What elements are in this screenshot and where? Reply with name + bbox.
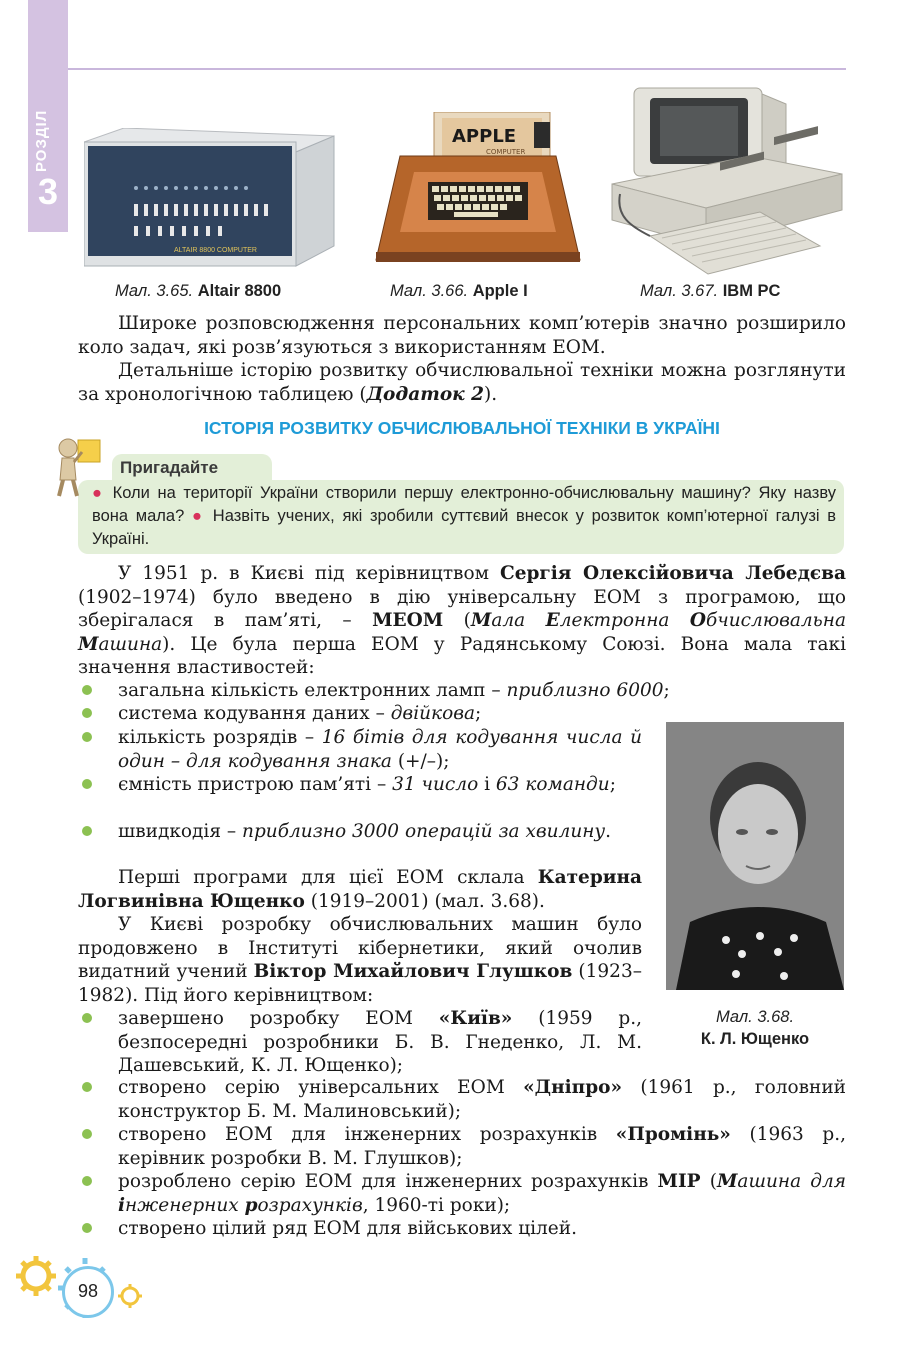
- apple-i-image: [374, 112, 582, 270]
- bullet-icon: [82, 732, 94, 744]
- portrait-image: [666, 722, 844, 990]
- apple-logo-text: APPLE: [452, 126, 517, 147]
- bullet-icon: [82, 826, 94, 838]
- list-item: створено ЕОМ для інженерних розрахунків «Промінь» (1963 р., керівник розробки В. М. Глушков);: [118, 1124, 846, 1169]
- remember-title: Пригадайте: [120, 458, 219, 477]
- glushkov-name: Віктор Михайлович Глушков: [253, 961, 573, 982]
- figure-name: Apple I: [472, 282, 528, 300]
- yushchenko-portrait: [666, 722, 844, 990]
- bullet-icon: [82, 779, 94, 791]
- list-item: завершено розробку ЕОМ «Київ» (1959 р., безпосередні розробники Б. В. Гнеденко, Л. М. Дашевський, К. Л. Ющенко);: [118, 1008, 642, 1076]
- figure-name: IBM PC: [722, 282, 781, 300]
- photo-caption-number: Мал. 3.68.: [715, 1008, 795, 1026]
- list-item: ємність пристрою пам’яті – 31 число і 63 команди;: [118, 774, 616, 795]
- list-item: система кодування даних – двійкова;: [118, 703, 482, 724]
- apple-sub-text: COMPUTER: [486, 148, 526, 156]
- bullet-icon: [82, 685, 94, 697]
- list-item: розроблено серію ЕОМ для інженерних розрахунків МІР (Машина для інженерних розрахунків, 1960-ті роки);: [118, 1171, 846, 1216]
- figure-number: Мал. 3.66.: [390, 282, 469, 300]
- ibm-pc-image: [610, 86, 844, 276]
- chapter-word: РОЗДІЛ: [33, 109, 50, 172]
- bullet-icon: [82, 1082, 94, 1094]
- list-item: загальна кількість електронних ламп – приблизно 6000;: [118, 680, 670, 701]
- bullet-icon: [82, 1176, 94, 1188]
- top-rule: [68, 68, 846, 70]
- page-number: 98: [62, 1266, 114, 1318]
- list-item: швидкодія – приблизно 3000 операцій за хвилину.: [118, 821, 612, 842]
- appendix-reference: Додаток 2: [366, 383, 484, 405]
- photo-caption-name: К. Л. Ющенко: [700, 1030, 810, 1048]
- section-heading: ІСТОРІЯ РОЗВИТКУ ОБЧИСЛЮВАЛЬНОЇ ТЕХНІКИ В УКРАЇНІ: [204, 418, 720, 438]
- bullet-icon: [82, 1013, 94, 1025]
- bullet-icon: [82, 1129, 94, 1141]
- altair-label: ALTAIR 8800 COMPUTER: [174, 247, 257, 254]
- first-programs-paragraph: Перші програми для цієї ЕОМ склала Катерина Логвинівна Ющенко (1919–2001) (мал. 3.68).: [78, 867, 642, 912]
- list-item: кількість розрядів – 16 бітів для кодування числа й один – для кодування знака (+/–);: [118, 727, 642, 772]
- yushchenko-name: Катерина Логвинівна Ющенко: [78, 867, 642, 912]
- figure-number: Мал. 3.67.: [640, 282, 719, 300]
- remember-question-1: Коли на території України створили першу електронно-обчислювальну машину? Яку назву вона мала?: [92, 484, 836, 525]
- figure-caption-apple: [390, 282, 528, 301]
- figure-caption-ibm: [640, 282, 780, 301]
- intro-paragraph-2: Детальніше історію розвитку обчислювальної техніки можна розглянути за хронологічною таблицею (Додаток 2).: [78, 360, 846, 405]
- altair-8800-image: [84, 128, 336, 270]
- list-item: створено серію універсальних ЕОМ «Дніпро» (1961 р., головний конструктор Б. М. Малиновський);: [118, 1077, 846, 1122]
- figure-caption-altair: [115, 282, 281, 301]
- remember-question-2: Назвіть учених, які зробили суттєвий внесок у розвиток комп’ютерної галузі в Україні.: [92, 507, 837, 548]
- bullet-icon: [82, 708, 94, 720]
- intro-paragraph-1: Широке розповсюдження персональних комп’ютерів значно розширило коло задач, які розв’язуються з використанням ЕОМ.: [78, 313, 846, 358]
- chapter-number: 3: [37, 171, 59, 212]
- meom-paragraph: У 1951 р. в Києві під керівництвом Сергія Олексійовича Лебедєва (1902–1974) було введено в дію універсальну ЕОМ з програмою, що зберігалася в пам’яті, – МЕОМ (Мала Електронна Обчислювальна Машина). Це була перша ЕОМ у Радянському Союзі. Вона мала такі значення властивостей:: [78, 563, 847, 678]
- lebedev-name: Сергія Олексійовича Лебедєва: [500, 563, 847, 584]
- list-item: створено цілий ряд ЕОМ для військових цілей.: [118, 1218, 577, 1239]
- figure-name: Altair 8800: [197, 282, 282, 300]
- bullet-icon: [82, 1223, 94, 1235]
- figure-number: Мал. 3.65.: [115, 282, 194, 300]
- glushkov-paragraph: У Києві розробку обчислювальних машин було продовжено в Інституті кібернетики, який очолив видатний учений Віктор Михайлович Глушков (1923–1982). Під його керівництвом:: [78, 914, 642, 1006]
- remember-questions: ● Коли на території України створили першу електронно-обчислювальну машину? Яку назву вона мала? ● Назвіть учених, які зробили суттєвий внесок у розвиток комп’ютерної галузі в Україні.: [92, 484, 837, 548]
